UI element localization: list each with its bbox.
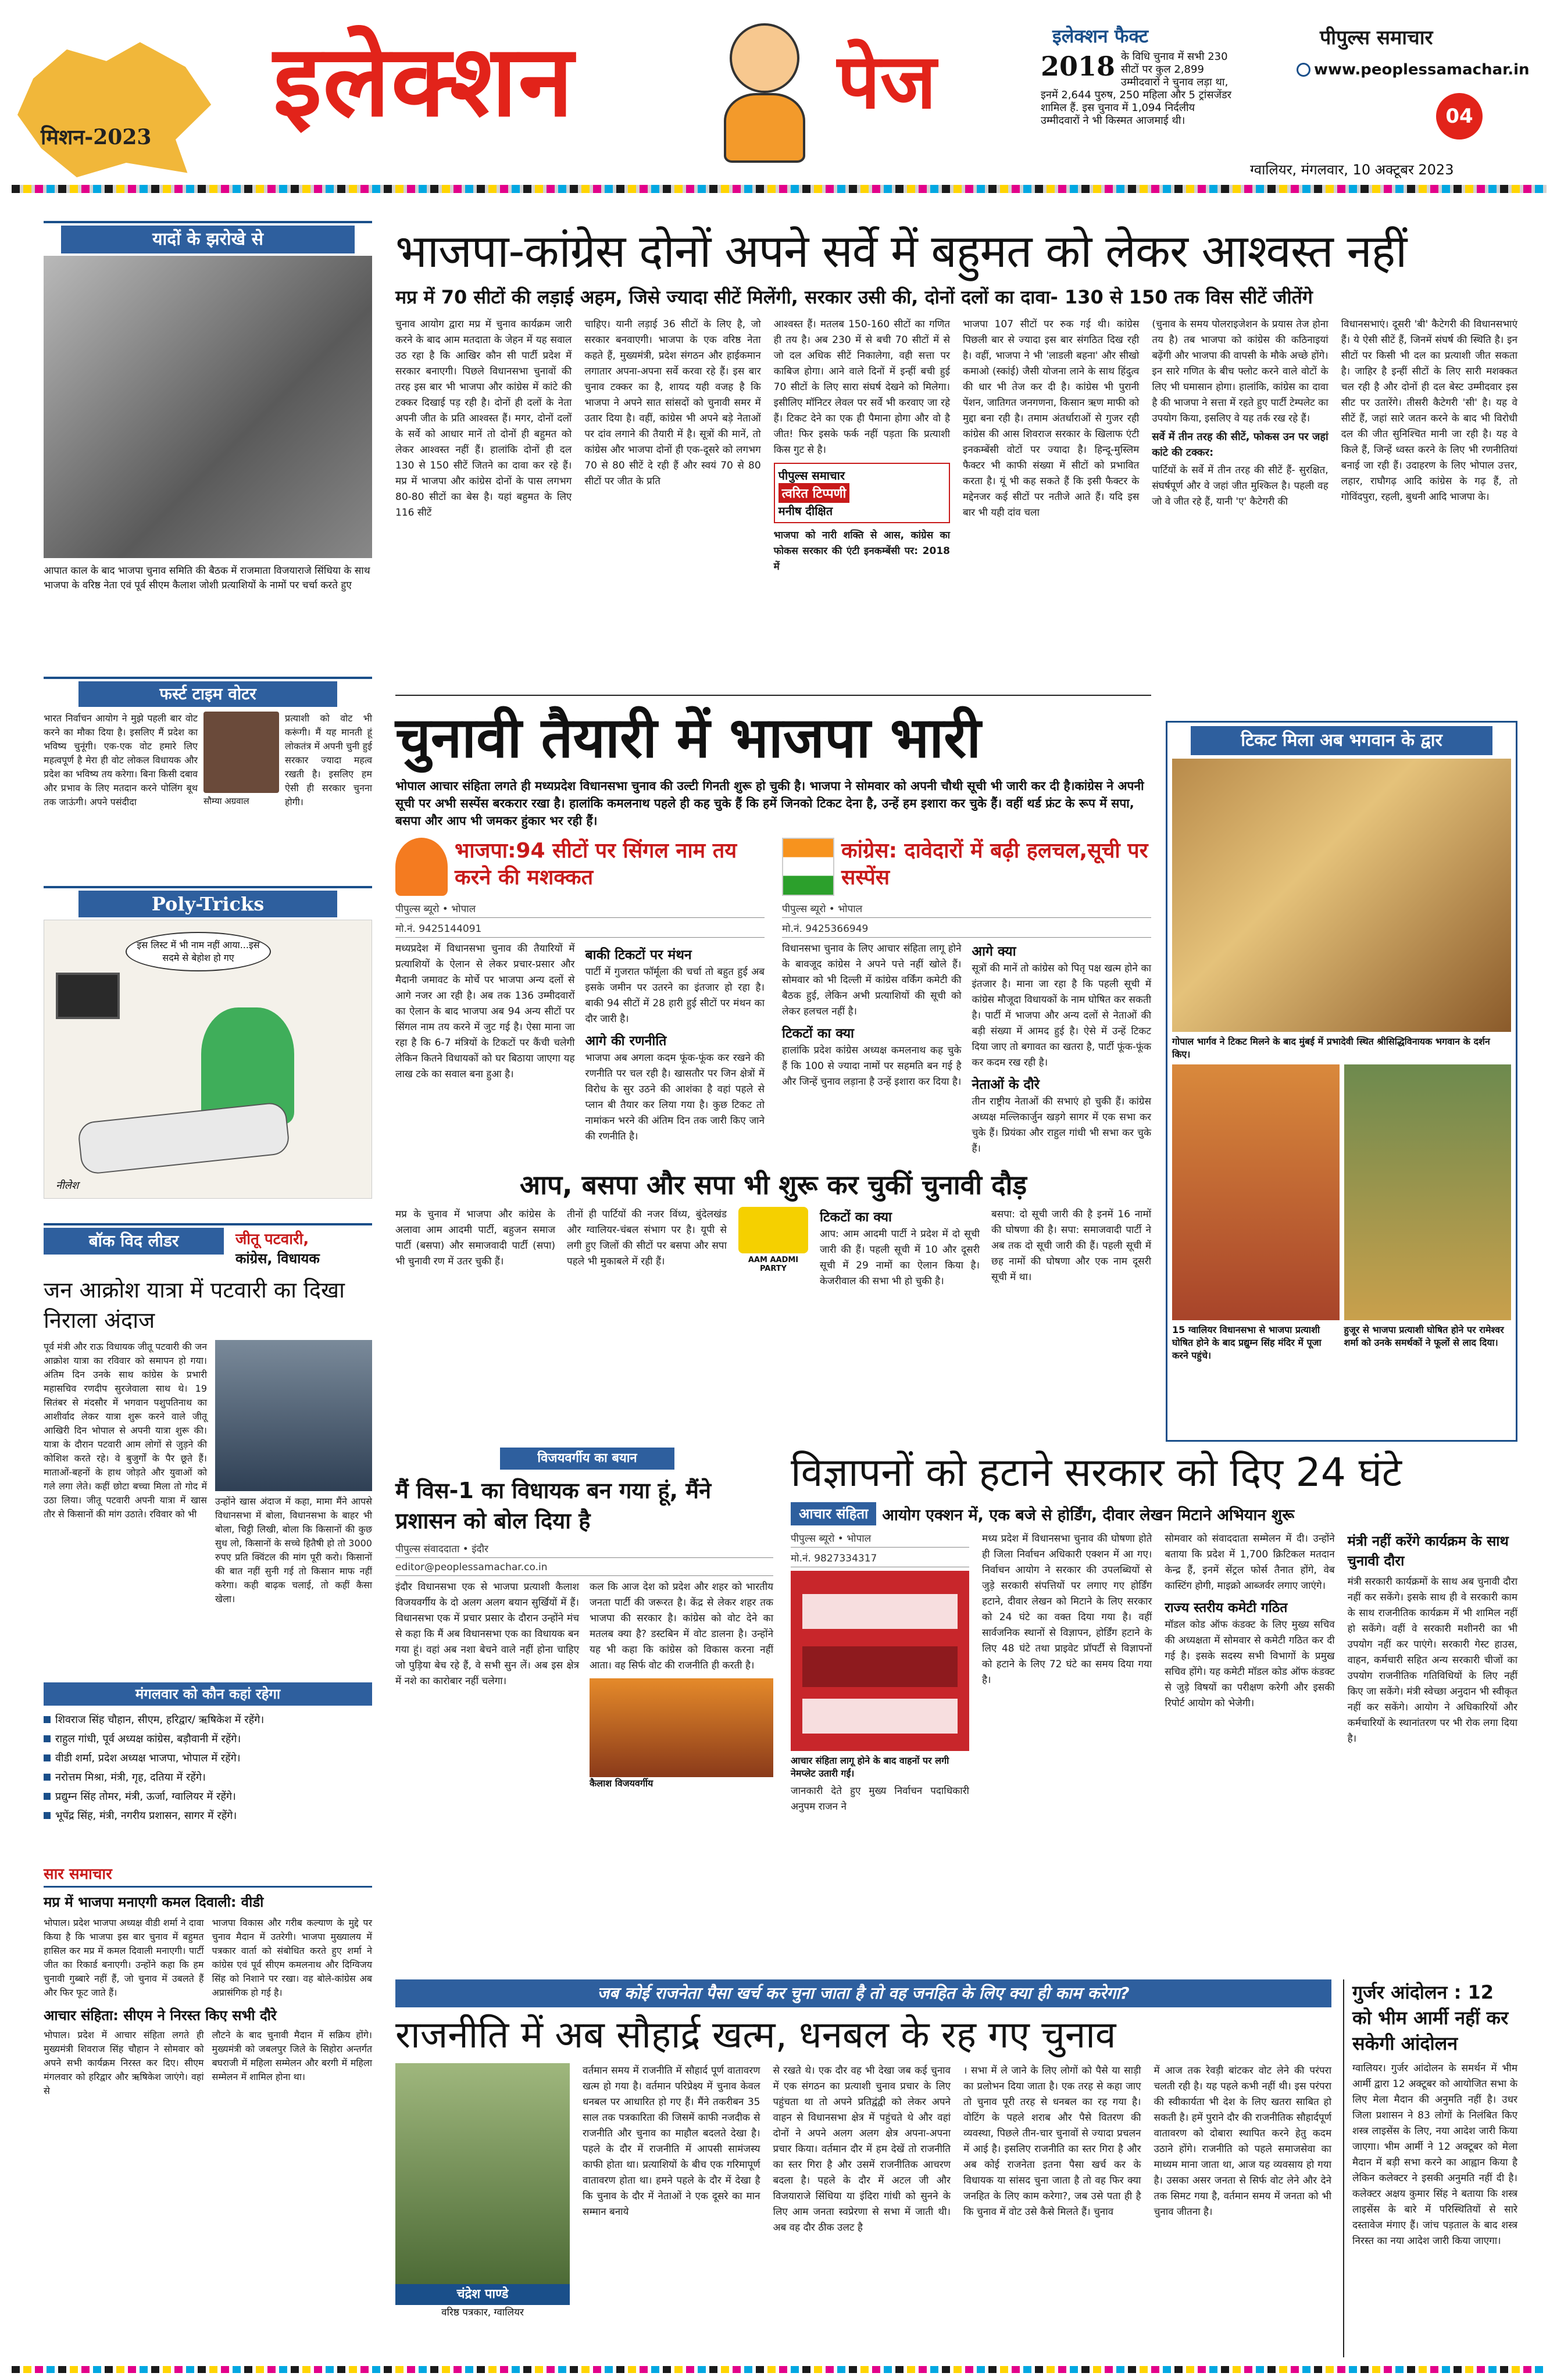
cartoon [44, 920, 372, 1199]
bjp-byline: पीपुल्स ब्यूरो • भोपाल [395, 902, 765, 918]
opinion-kicker: जब कोई राजनेता पैसा खर्च कर चुना जाता है तो वह जनहित के लिए क्या ही काम करेगा? [395, 1979, 1331, 2007]
prep-story [395, 695, 1151, 1439]
leader-headline: जन आक्रोश यात्रा में पटवारी का दिखा निराला अंदाज [44, 1277, 345, 1333]
congress-sub-1: टिकटों का क्या [782, 1026, 854, 1041]
fact-line: के विधि चुनाव में सभी 230 [1121, 51, 1228, 63]
aap-logo-text: AAM AADMI PARTY [748, 1256, 799, 1273]
gurjar-headline: गुर्जर आंदोलन : 12 को भीम आर्मी नहीं कर सकेगी आंदोलन [1352, 1981, 1509, 2054]
congress-body-4: तीन राष्ट्रीय नेताओं की सभाएं हो चुकी हैं। कांग्रेस अध्यक्ष मल्लिकार्जुन खड़गे सागर में एक सभा कर चुके हैं। प्रियंका और राहुल गांधी भी सभा कर चुके हैं। [972, 1096, 1151, 1155]
website-link[interactable] [1297, 61, 1530, 78]
vijay-story [395, 1448, 773, 1971]
vijay-tag: विजयवर्गीय का बयान [500, 1448, 674, 1470]
brief-title-1: मप्र में भाजपा मनाएगी कमल दिवाली: वीडी [44, 1894, 264, 1910]
lead-col-5: (चुनाव के समय पोलराइजेशन के प्रयास तेज होना तय है) तब भाजपा को कांग्रेस की कठिनाइयां बढ़ेंगी और भाजपा की वापसी के मौके अच्छे होंगे। इन सारे गणित के बीच फ्लोट करने वाले वोटों के लिए भी घमासान होगा। हालांकि, कांग्रेस का दावा है की भाजपा ने सत्ता में रहते हुए पार्टी टेम्पलेट का उपयोग किया, इसलिए वे यह तर्क रख रहे हैं। [1152, 319, 1329, 424]
brief-text: लौटने के बाद चुनावी मैदान में सक्रिय होंगे। मुख्यमंत्री को जबलपुर जिले के सिहोरा अन्तर्गत बघराजी में महिला सम्मेलन और बरगी में महिला सम्मेलन में शामिल होना था। [212, 2029, 372, 2082]
ads-deck: आयोग एक्शन में, एक बजे से होर्डिंग, दीवार लेखन मिटाने अभियान शुरू [882, 1506, 1295, 1524]
page-number: 04 [1436, 93, 1483, 140]
comment-author: मनीष दीक्षित [778, 504, 833, 518]
lead-headline: भाजपा-कांग्रेस दोनों अपने सर्वे में बहुमत को लेकर आश्वस्त नहीं [395, 226, 1407, 278]
third-body-3: आप: आम आदमी पार्टी ने प्रदेश में दो सूची जारी की हैं। पहली सूची में 10 और दूसरी सूची में 29 नामों का ऐलान किया है। केजरीवाल की सभा भी हो चुकी है। [820, 1228, 980, 1287]
brief-header: सार समाचार [44, 1863, 372, 1888]
tour-section [44, 1682, 372, 1857]
list-item: भूपेंद्र सिंह, मंत्री, नगरीय प्रशासन, सागर में रहेंगे। [44, 1806, 372, 1825]
ads-story [791, 1448, 1517, 1971]
polytricks-section [44, 886, 372, 1212]
third-body-1: मप्र के चुनाव में भाजपा और कांग्रेस के अलावा आम आदमी पार्टी, बहुजन समाज पार्टी (बसपा) और समाजवादी पार्टी (सपा) भी चुनावी रण में उतर चुकी हैं। [395, 1209, 555, 1267]
comment-brand: पीपुल्स समाचार [778, 469, 845, 483]
prep-headline: चुनावी तैयारी में भाजपा भारी [395, 705, 981, 770]
broom-icon [738, 1207, 808, 1253]
memories-header: यादों के झरोखे से [61, 226, 355, 253]
leader-role: कांग्रेस, विधायक [235, 1250, 320, 1267]
ads-sub: राज्य स्तरीय कमेटी गठित [1165, 1600, 1288, 1616]
congress-body-3: सूत्रों की मानें तो कांग्रेस को पितृ पक्ष खत्म होने का इंतजार है। माना जा रहा है कि पहली सूची में कांग्रेस मौजूदा विधायकों के नाम घोषित कर सकती है। पार्टी में भाजपा और अन्य दलों से नेताओं की बड़ी संख्या में आमद हुई है। ऐसे में उन्हें टिकट दिया जाए तो बगावत का खतरा है, पार्टी फूंक-फूंक कर कदम रख रही है। [972, 963, 1151, 1069]
temple-photo-3 [1344, 1064, 1512, 1320]
author-role: वरिष्ठ पत्रकार, ग्वालियर [441, 2307, 524, 2318]
list-item: राहुल गांधी, पूर्व अध्यक्ष कांग्रेस, बड़ौवानी में रहेंगे। [44, 1729, 372, 1749]
fallen-man [77, 1101, 290, 1175]
leader-photo [215, 1340, 372, 1491]
memories-section [44, 221, 372, 663]
brief-section [44, 1863, 372, 2098]
ads-body-3: सोमवार को संवाददाता सम्मेलन में दी। उन्होंने बताया कि प्रदेश में 1,700 क्रिटिकल मतदान केन्द्र हैं, इनमें सेंट्रल फोर्स तैनात होंगे, वेब कास्टिंग होगी, माइक्रो आब्जर्वर लगाए जाएंगे। [1165, 1533, 1335, 1592]
opinion-body-4: में आज तक रेवड़ी बांटकर वोट लेने की परंपरा चलती रही है। यह पहले कभी नहीं थी। इस परंपरा की स्वीकार्यता भी देश के लिए खतरा साबित हो सकती है। हमें पुराने दौर की राजनीतिक सौहार्दपूर्ण वातावरण को दोबारा स्थापित करने हेतु कदम उठाने होंगे। राजनीति को पहले समाजसेवा का माध्यम माना जाता था, आज यह व्यवसाय हो गया है। उसका असर जनता से सिर्फ वोट लेने और देने तक सिमट गया है, वर्तमान समय में जनता को भी चुनाव जीतना है। [1154, 2065, 1331, 2218]
lead-deck: मप्र में 70 सीटों की लड़ाई अहम, जिसे ज्यादा सीटें मिलेंगी, सरकार उसी की, दोनों दलों का दावा- 130 से 150 तक विस सीटें जीतेंगे [395, 286, 1313, 308]
temple-caption-2: 15 ग्वालियर विधानसभा से भाजपा प्रत्याशी घोषित होने के बाद प्रद्युम्न सिंह मंदिर में पूजा करने पहुंचे। [1172, 1324, 1322, 1361]
square-bullet-icon [44, 1754, 51, 1761]
temple-caption-3: हुजूर से भाजपा प्रत्याशी घोषित होने पर रामेश्वर शर्मा को उनके समर्थकों ने फूलों से लाद दिया। [1344, 1324, 1504, 1348]
lead-col-1: चुनाव आयोग द्वारा मप्र में चुनाव कार्यक्रम जारी करने के बाद आम मतदाता के जेहन में यह सवाल उठ रहा है कि आखिर कौन सी पार्टी प्रदेश में सरकार बनाएगी। पिछले विधानसभा चुनावों की तरह इस बार भी भाजपा और कांग्रेस में कांटे की टक्कर दिखाई पड़ रही है। दोनों ही दलों के नेता अपनी जीत के प्रति आश्वस्त हैं। मगर, दोनों दलों के सर्वे को आधार मानें तो दोनों ही बहुमत को लेकर आश्वस्त नहीं हैं। हालांकि दोनों ही दल 130 से 150 सीटें जितने का दावा कर रहे हैं। मप्र में भाजपा और कांग्रेस दोनों के पास लगभग 80-80 सीटों का बेस है। यहां बहुमत के लिए 116 सीटें [395, 319, 572, 519]
ads-body-2: जानकारी देते हुए मुख्य निर्वाचन पदाधिकारी अनुपम राजन ने [791, 1785, 969, 1813]
vijay-photo-caption: कैलाश विजयवर्गीय [590, 1778, 653, 1789]
opinion-body-2: से रखते थे। एक दौर वह भी देखा जब कई चुनाव में एक संगठन का प्रत्याशी चुनाव प्रचार के लिए पहुंचता था तो अपने प्रतिद्वंद्वी को लेकर अपने वाहन से विधानसभा क्षेत्र में पहुंचते थे और वहां दोनों ने अपने अलग अलग क्षेत्र अपना-अपना प्रचार किया। वर्तमान दौर में हम देखें तो राजनीति का स्तर गिरा है और उसमें राजनीतिक आचरण बदला है। पहले के दौर में अटल जी और विजयाराजे सिंधिया या इंदिरा गांधी को सुनने के लिए आम जनता स्वप्रेरणा से सभा में जाती थी। अब वह दौर ठीक उलट है [773, 2065, 951, 2234]
mission-badge: मिशन-2023 [41, 125, 152, 149]
congress-body-2: हालांकि प्रदेश कांग्रेस अध्यक्ष कमलनाथ कह चुके हैं कि 100 से ज्यादा नामों पर सहमति बन गई है और जिन्हें चुनाव लड़ाना है उन्हें इशारा कर दिया है। [782, 1045, 962, 1088]
map-graphic [17, 35, 215, 180]
leader-body-2: उन्होंने खास अंदाज में कहा, मामा मैंने आपसे विधानसभा में बोला, विधानसभा के बाहर भी बोला, चिट्ठी लिखी, बोला कि किसानों की कुछ सुध लो, किसानों के सच्चे हितैषी हो तो 3000 रुपए प्रति क्विंटल की मांग पूरी करो। किसानों की बात नहीं सुनी गई तो किसान माफ नहीं करेगा। कही बाढ़क चलाई, तो कहीं कैसा खेला। [215, 1496, 372, 1604]
opinion-story [395, 1979, 1331, 2357]
memories-caption: आपात काल के बाद भाजपा चुनाव समिति की बैठक में राजमाता विजयाराजे सिंधिया के साथ भाजपा के वरिष्ठ नेता एवं पूर्व सीएम कैलाश जोशी प्रत्याशियों के नामों पर चर्चा करते हुए [44, 565, 370, 591]
square-bullet-icon [44, 1793, 51, 1800]
cartoon-bubble: इस लिस्ट में भी नाम नहीं आया...इस सदमे से बेहोश हो गए [126, 932, 271, 971]
globe-icon [1297, 63, 1310, 77]
website-url: www.peoplessamachar.in [1314, 61, 1530, 78]
brief-text: भोपाल। प्रदेश भाजपा अध्यक्ष वीडी शर्मा ने दावा किया है कि भाजपा इस बार चुनाव में बहुमत हासिल कर मप्र में कमल दिवाली मनाएगी। पार्टी जीत का रिकार्ड बनाएगी। उन्होंने कहा कि हम चुनावी गुब्बारे नहीं हैं, जो चुनाव में उबलते हैं और फिर फूट जाते हैं। [44, 1917, 204, 1998]
lead-col-2: चाहिए। यानी लड़ाई 36 सीटों के लिए है, जो सरकार बनवाएगी। भाजपा के एक वरिष्ठ नेता कहते हैं, मुख्यमंत्री, प्रदेश संगठन और हाईकमान लगातार अपना-अपना सर्वे करवा रहे हैं। इस बार चुनाव टक्कर का है, शायद यही वजह है कि भाजपा ने अपने सात सांसदों को चुनावी समर में उतार दिया है। वहीं, कांग्रेस भी अपने बड़े नेताओं पर दांव लगाने की तैयारी में है। सूत्रों की मानें, तो कांग्रेस और भाजपा दोनों ही एक-दूसरे को लगभग 70 से 80 सीटें दे रही हैं और स्वयं 70 से 80 सीटों पर जीत के प्रति [584, 319, 761, 487]
third-front [395, 1167, 1151, 1289]
voter-header: फर्स्ट टाइम वोटर [78, 681, 337, 707]
bjp-sub-1: बाकी टिकटों पर मंथन [585, 948, 692, 963]
polytricks-header: Poly-Tricks [78, 891, 337, 917]
lead-col-6: विधानसभाएं। दूसरी 'बी' कैटेगरी की विधानसभाएं हैं। ये ऐसी सीटें हैं, जिनमें संघर्ष की स्थिति है। इन सीटों पर किसी भी दल का प्रत्याशी जीत सकता है। जाहिर है इन्हीं सीटों के लिए सारी मशक्कत चल रही है और दोनों ही दल बेस्ट उम्मीदवार इस सीट पर उतारेंगे। तीसरी कैटेगरी 'सी' है। यह वे सीटें हैं, जहां सारे जतन करने के बाद भी विरोधी दल की जीत सुनिश्चित मानी जा रही है। यह वे किले हैं, जिन्हें ध्वस्त करने के लिए भी रणनीतियां बनाई जा रही हैं। उदाहरण के लिए भोपाल उत्तर, लहार, राघौगढ़ आदि कांग्रेस के गढ़ हैं, तो गोविंदपुरा, रहली, बुधनी आदि भाजपा के। [1341, 319, 1517, 503]
fact-line: शामिल हैं. इस चुनाव में 1,094 निर्दलीय [1041, 102, 1195, 114]
tour-header: मंगलवार को कौन कहां रहेगा [44, 1682, 372, 1706]
election-fact-year: 2018 [1041, 51, 1116, 82]
masthead-page-word: पेज [837, 37, 937, 126]
voter-text: भारत निर्वाचन आयोग ने मुझे पहली बार वोट करने का मौका दिया है। इसलिए मैं प्रदेश का भविष्य चुनूंगी। एक-एक वोट हमारे लिए महत्वपूर्ण है मेरा ही वोट लोकल विधायक और प्रदेश का भविष्य तय करेगा। बिना किसी दबाव और प्रभाव के लिए मतदान करने पोलिंग बूथ तक जाऊंगी। अपने पसंदीदा [44, 713, 198, 807]
leader-section [44, 1223, 372, 1677]
lotus-icon [395, 838, 448, 896]
congress-title: कांग्रेस: दावेदारों में बढ़ी हलचल,सूची पर सस्पेंस [841, 839, 1148, 889]
square-bullet-icon [44, 1774, 51, 1781]
congress-sub-3: नेताओं के दौरे [972, 1077, 1040, 1092]
ads-mobile: मो.नं. 9827334317 [791, 1551, 969, 1567]
tour-list [44, 1710, 372, 1825]
cartoon-signature: नीलेश [56, 1180, 79, 1192]
opinion-body-3: । सभा में ले जाने के लिए लोगों को पैसे या साड़ी का प्रलोभन दिया जाता है। एक तरह से कहा जाए तो चुनाव पूरी तरह से धनबल का रह गया है। वोटिंग के पहले शराब और पैसे वितरण की व्यवस्था, पिछले तीन-चार चुनावों से ज्यादा प्रचलन में आई है। इसलिए राजनीति का स्तर गिरा है और अब कोई राजनेता इतना पैसा खर्च कर के विधायक या सांसद चुना जाता है तो वह फिर क्या जनहित के लिए काम करेगा?, जब उसे पता ही है कि चुनाव में वोट उसे कैसे मिलते हैं। चुनाव [963, 2065, 1141, 2218]
fact-line: उम्मीदवारों ने भी किस्मत आजमाई थी। [1041, 115, 1185, 127]
fact-line: सीटों पर कुल 2,899 [1121, 63, 1204, 76]
brief-text: भोपाल। प्रदेश में आचार संहिता लगते ही मुख्यमंत्री शिवराज सिंह चौहान ने सोमवार को अपने सभी कार्यक्रम निरस्त कर दिए। सीएम मंगलवार को हरिद्वार और ऋषिकेश जाएंगे। वहां से [44, 2029, 204, 2096]
prep-deck: भोपाल आचार संहिता लगते ही मध्यप्रदेश विधानसभा चुनाव की उल्टी गिनती शुरू हो चुकी है। भाजपा ने सोमवार को अपनी चौथी सूची भी जारी कर दी है।कांग्रेस ने अपनी सूची पर अभी सस्पेंस बरकरार रखा है। हालांकि कमलनाथ पहले ही कह चुके हैं कि हमें जिनको टिकट देना है, उन्हें हम इशारा कर चुके हैं। वहीं थर्ड फ्रंट के रूप में सपा, बसपा और आप भी जमकर हुंकार भर रही हैं। [395, 779, 1144, 828]
congress-body: विधानसभा चुनाव के लिए आचार संहिता लागू होने के बावजूद कांग्रेस ने अपने पत्ते नहीं खोले हैं। सोमवार को भी दिल्ली में कांग्रेस वर्किंग कमेटी की बैठक हुई, लेकिन अभी प्रत्याशियों की सूची को लेकर हलचल नहीं है। [782, 943, 962, 1017]
voter-text-2: प्रत्याशी को वोट भी करूंगी। मैं यह मानती हूं लोकतंत्र में अपनी चुनी हुई सरकार ज्यादा महत्व रखती है। इसलिए हम ऐसी ही सरकार चुनना होगी। [285, 713, 372, 807]
ads-photo-caption: आचार संहिता लागू होने के बाद वाहनों पर लगी नेमप्लेट उतारी गईं। [791, 1755, 949, 1779]
mascot-face [709, 23, 820, 169]
vijay-byline: पीपुल्स संवाददाता • इंदौर [395, 1542, 773, 1558]
first-time-voter [44, 677, 372, 874]
lead-col-3-sub: भाजपा को नारी शक्ति से आस, कांग्रेस का फोकस सरकार की एंटी इनकम्बेंसी पर: 2018 में [773, 530, 950, 573]
third-sub: टिकटों का क्या [820, 1210, 892, 1225]
memories-photo [44, 256, 372, 558]
temple-section [1166, 721, 1517, 1442]
ads-tag: आचार संहिता [791, 1502, 876, 1525]
author-photo [395, 2063, 570, 2284]
tv-icon [56, 973, 120, 1019]
brief-title-2: आचार संहिता: सीएम ने निरस्त किए सभी दौरे [44, 2007, 277, 2024]
square-bullet-icon [44, 1812, 51, 1819]
leader-header: बॉक विद लीडर [44, 1228, 224, 1255]
lead-subhead: सर्वे में तीन तरह की सीटें, फोकस उन पर जहां कांटे की टक्कर: [1152, 431, 1329, 459]
temple-photo-1 [1172, 759, 1511, 1032]
comment-label: त्वरित टिप्पणी [779, 483, 850, 503]
bjp-body-3: भाजपा अब अगला कदम फूंक-फूंक कर रखने की रणनीति पर चल रही है। खासतौर पर जिन क्षेत्रों में विरोध के सुर उठने की आशंका है वहां पहले से प्लान बी तैयार कर लिया गया है। कुछ टिकट तो नामांकन भरने की अंतिम दिन तक जारी किए जाने की रणनीति है। [585, 1052, 765, 1142]
masthead-title: इलेक्शन [273, 24, 574, 139]
temple-caption-1: गोपाल भार्गव ने टिकट मिलने के बाद मुंबई में प्रभादेवी स्थित श्रीसिद्धिविनायक भगवान के दर्शन किए। [1172, 1036, 1490, 1060]
ads-headline: विज्ञापनों को हटाने सरकार को दिए 24 घंटे [791, 1450, 1402, 1496]
congress-mobile: मो.नं. 9425366949 [782, 921, 1151, 938]
lead-col-3: आश्वस्त हैं। मतलब 150-160 सीटों का गणित ही तय है। अब 230 में से बची 70 सीटों में से जो दल अधिक सीटें निकालेगा, वही सत्ता पर काबिज होगा। आने वाले दिनों में इन्हीं बची हुई 70 सीटों के लिए सारा संघर्ष देखने को मिलेगा। इसीलिए मॉनिटर लेवल पर सर्वे भी करवाए जा रहे हैं। टिकट देने का एक ही पैमाना होगा और वो है जीत! फिर इसके फर्क नहीं पड़ता कि प्रत्याशी किस गुट से है। [773, 319, 950, 456]
list-item: नरोत्तम मिश्रा, मंत्री, गृह, दतिया में रहेंगे। [44, 1768, 372, 1787]
masthead [0, 0, 1557, 192]
vijay-photo [590, 1678, 773, 1777]
ads-photo [791, 1571, 969, 1751]
bottom-color-strip [12, 2366, 1547, 2373]
ads-byline: पीपुल्स ब्यूरो • भोपाल [791, 1531, 969, 1548]
temple-photo-2 [1172, 1064, 1340, 1320]
congress-byline: पीपुल्स ब्यूरो • भोपाल [782, 902, 1151, 918]
paper-logo: पीपुल्स समाचार [1320, 26, 1433, 49]
color-strip [12, 185, 1547, 193]
square-bullet-icon [44, 1716, 51, 1723]
left-column [44, 221, 372, 2337]
comment-box [774, 463, 950, 523]
ads-side-body: मंत्री सरकारी कार्यक्रमों के साथ अब चुनावी दौरा नहीं कर सकेंगे। इसके साथ ही वे सरकारी काम के साथ राजनीतिक कार्यक्रम में भी शामिल नहीं हो सकेंगे। वहीं वे सरकारी मशीनरी का भी उपयोग नहीं कर पाएंगे। सरकारी गेस्ट हाउस, वाहन, कर्मचारी सहित अन्य सरकारी चीजों का उपयोग राजनीतिक गतिविधियों के लिए नहीं किए जा सकेंगे। मंत्री स्वेच्छा अनुदान भी स्वीकृत नहीं कर सकेंगे। आयोग ने अधिकारियों और कर्मचारियों के स्थानांतरण पर भी रोक लगा दिया है। [1347, 1576, 1517, 1745]
opinion-body-1: वर्तमान समय में राजनीति में सौहार्द पूर्ण वातावरण खत्म हो गया है। वर्तमान परिप्रेक्ष्य में चुनाव केवल धनबल पर आधारित हो गए हैं। मैंने तकरीबन 35 साल तक पत्रकारिता की जिसमें काफी नजदीक से राजनीति और चुनाव का माहौल बदलते देखा है। पहले के दौर में राजनीति में आपसी सामंजस्य काफी होता था। प्रत्याशियों के बीच एक गरिमापूर्ण वातावरण होता था। हमने पहले के दौर में देखा है कि चुनाव के दौर में नेताओं ने एक दूसरे का मान सम्मान बनाये [583, 2065, 760, 2218]
election-fact-heading: इलेक्शन फैक्ट [1052, 25, 1148, 47]
dateline: ग्वालियर, मंगलवार, 10 अक्टूबर 2023 [1250, 162, 1454, 178]
gurjar-story [1343, 1979, 1517, 2357]
brief-text: भाजपा विकास और गरीब कल्याण के मुद्दे पर चुनाव मैदान में उतरेगी। भाजपा मुख्यालय में पत्रकार वार्ता को संबोधित करते हुए शर्मा ने कांग्रेस एवं पूर्व सीएम कमलनाथ और दिग्विजय सिंह को निशाने पर रखा। वह बोले-कांग्रेस अब अप्रासंगिक हो गई है। [212, 1917, 372, 1998]
author-name: चंद्रेश पाण्डे [395, 2284, 570, 2305]
leader-name: जीतू पटवारी, [235, 1231, 309, 1248]
congress-sub-2: आगे क्या [972, 944, 1016, 959]
temple-header: टिकट मिला अब भगवान के द्वार [1191, 726, 1492, 755]
ads-body: मध्य प्रदेश में विधानसभा चुनाव की घोषणा होते ही जिला निर्वाचन अधिकारी एक्शन में आ गए। निर्वाचन आयोग ने सरकार की उपलब्धियों से जुड़े सरकारी संपत्तियों पर लगाए गए होर्डिंग हटाने, दीवार लेखन को मिटाने के लिए सरकार को 24 घंटे का वक्त दिया गया है। वहीं सार्वजनिक स्थानों से विज्ञापन, होर्डिंग हटाने के लिए 48 घंटे तथा प्राइवेट प्रॉपर्टी से विज्ञापनों को हटाने के लिए 72 घंटे का समय दिया गया है। [981, 1533, 1152, 1686]
voter-name: सौम्या अग्रवाल [203, 796, 249, 806]
opinion-headline: राजनीति में अब सौहार्द्र खत्म, धनबल के रह गए चुनाव [395, 2014, 1116, 2057]
bjp-body: मध्यप्रदेश में विधानसभा चुनाव की तैयारियों में प्रत्याशियों के ऐलान से लेकर प्रचार-प्रसार और मैदानी जमावट के मोर्चे पर भाजपा अन्य दलों से आगे नजर आ रही है। अब तक 136 उम्मीदवारों का ऐलान के बाद भाजपा अब 94 अन्य सीटों पर सिंगल नाम तय करने में जुट गई है। ऐसा माना जा रहा है कि 6-7 मंत्रियों के टिकटों पर कैंची चलेगी लेकिन कितने विधायकों को घर बिठाया जाएगा यह लाख टके का सवाल बना हुआ है। [395, 943, 575, 1080]
vijay-email: editor@peoplessamachar.co.in [395, 1561, 773, 1576]
third-front-headline: आप, बसपा और सपा भी शुरू कर चुकीं चुनावी दौड़ [519, 1169, 1027, 1200]
fact-line: इनमें 2,644 पुरुष, 250 महिला और 5 ट्रांसजेंडर [1041, 89, 1231, 101]
bjp-body-2: पार्टी में गुजरात फॉर्मूला की चर्चा तो बहुत हुई अब इसके जमीन पर उतरने का इंतजार हो रहा है। बाकी 94 सीटों में 28 हारी हुई सीटों पर मंथन का दौर जारी है। [585, 966, 765, 1025]
square-bullet-icon [44, 1735, 51, 1742]
lead-col-4: भाजपा 107 सीटों पर रुक गई थी। कांग्रेस पिछली बार से ज्यादा इस बार संगठित दिख रही है। वहीं, भाजपा ने भी 'लाडली बहना' और सीखो कमाओ (स्कांई) जैसी योजना लाने के साथ हिंदुत्व की धार भी तेज कर दी है। कांग्रेस भी पुरानी पेंशन, जातिगत जनगणना, किसान ऋण माफी को मुद्दा बना रही है। तमाम अंतर्धाराओं से गुजर रही कांग्रेस की आस शिवराज सरकार के खिलाफ एंटी इनकम्बेंसी वोटों पर ज्यादा है। हिन्दू-मुस्लिम फैक्टर भी काफी संख्या में सीटों को प्रभावित करता है। यूं भी कह सकते हैं कि इसी फैक्टर के मद्देनजर कई सीटों पर नतीजे आते हैं। यदि इस बार भी यही दांव चला [962, 319, 1140, 519]
list-item: शिवराज सिंह चौहान, सीएम, हरिद्वार/ ऋषिकेश में रहेंगे। [44, 1710, 372, 1729]
hand-icon [782, 838, 834, 896]
bjp-sub-2: आगे की रणनीति [585, 1034, 667, 1049]
vijay-headline: मैं विस-1 का विधायक बन गया हूं, मैंने प्रशासन को बोल दिया है [395, 1478, 712, 1534]
list-item: प्रद्युम्न सिंह तोमर, मंत्री, ऊर्जा, ग्वालियर में रहेंगे। [44, 1787, 372, 1806]
bjp-mobile: मो.नं. 9425144091 [395, 921, 765, 938]
vijay-body: इंदौर विधानसभा एक से भाजपा प्रत्याशी कैलाश विजयवर्गीय के दो अलग अलग बयान सुर्खियों में हैं। विधानसभा एक में प्रचार प्रसार के दौरान उन्होंने मंच से कहा कि मैं अब विधानसभा एक का विधायक बन गया हूं। वहां अब नशा बेचने वाले नहीं होना चाहिए जो पुड़िया बेच रहे हैं, वे सभी सुन लें। अब इस क्षेत्र में नशे का कारोबार नहीं चलेगा। [395, 1581, 579, 1687]
third-body-4: बसपा: दो सूची जारी की है इनमें 16 नामों की घोषणा की है। सपा: समाजवादी पार्टी ने अब तक दो सूची जारी की हैं। पहली सूची में छह नामों की घोषणा और एक नाम दूसरी सूची में था। [991, 1209, 1151, 1283]
voter-photo [203, 712, 279, 793]
third-body-2: तीनों ही पार्टियों की नजर विंध्य, बुंदेलखंड और ग्वालियर-चंबल संभाग पर है। यूपी से लगी हुए जिलों की सीटों पर बसपा और सपा पहले भी मुकाबले में रही हैं। [567, 1209, 727, 1267]
leader-body: पूर्व मंत्री और राऊ विधायक जीतू पटवारी की जन आक्रोश यात्रा का रविवार को समापन हो गया। अंतिम दिन उनके साथ कांग्रेस के प्रभारी महासचिव रणदीप सुरजेवाला साथ थे। 19 सितंबर से मंदसौर में भगवान पशुपतिनाथ का आशीर्वाद लेकर यात्रा शुरू करने वाले जीतू आखिरी दिन भोपाल से अपनी यात्रा शुरू की। यात्रा के दौरान पटवारी आम लोगों से जुड़ने की कोशिश करते रहे। वे बुजुर्गों के पैर छूते हैं। माताओं-बहनों के हाथ जोड़ते और युवाओं को गले लगा लेते। कहीं छोटा बच्चा मिला तो गोद में उठा लिया। जीतू पटवारी अपनी यात्रा में खास तौर से किसानों की मांग उठाते। रविवार को भी [44, 1341, 207, 1520]
list-item: वीडी शर्मा, प्रदेश अध्यक्ष भाजपा, भोपाल में रहेंगे। [44, 1749, 372, 1768]
vijay-body-2: कल कि आज देश को प्रदेश और शहर को भारतीय जनता पार्टी की जरूरत है। केंद्र से लेकर शहर तक भाजपा की सरकार है। कांग्रेस को वोट देने का मतलब क्या है? डस्टबिन में वोट डालना है। उन्होंने यह भी कहा कि कांग्रेस को विकास करना नहीं आता। वह सिर्फ वोट की राजनीति ही करती है। [590, 1581, 773, 1671]
bjp-title: भाजपा:94 सीटों पर सिंगल नाम तय करने की मशक्कत [455, 839, 737, 889]
lead-col-5b: पार्टियों के सर्वे में तीन तरह की सीटें हैं- सुरक्षित, संघर्षपूर्ण और वे जहां जीत मुश्किल है। पहली वह जो वे जीत रहे हैं, यानी 'ए' कैटेगरी की [1152, 464, 1329, 508]
gurjar-body: ग्वालियर। गुर्जर आंदोलन के समर्थन में भीम आर्मी द्वारा 12 अक्टूबर को आयोजित सभा के लिए मेला मैदान की अनुमति नहीं है। उधर जिला प्रशासन ने 83 लोगों के निलंबित किए शस्त्र लाइसेंस के लिए, नया आदेश जारी किया जाएगा। भीम आर्मी ने 12 अक्टूबर को मेला मैदान में बड़ी सभा करने का आह्वान किया है लेकिन कलेक्टर ने इसकी अनुमति नहीं दी है। कलेक्टर अक्षय कुमार सिंह ने बताया कि शस्त्र लाइसेंस के बारे में परिस्थितियों से सारे दस्तावेज मंगाए हैं। जांच पड़ताल के बाद शस्त्र निरस्त का नया आदेश जारी किया जाएगा। [1352, 2063, 1517, 2247]
ads-side-title: मंत्री नहीं करेंगे कार्यक्रम के साथ चुनावी दौरा [1347, 1533, 1509, 1569]
fact-line: उम्मीदवारों ने चुनाव लड़ा था, [1121, 76, 1229, 88]
ads-body-4: मॉडल कोड ऑफ कंडक्ट के लिए मुख्य सचिव की अध्यक्षता में सोमवार से कमेटी गठित कर दी गई है। इसके सदस्य सभी विभागों के प्रमुख सचिव होंगे। यह कमेटी मॉडल कोड ऑफ कंडक्ट से जुड़े विषयों का परीक्षण करेगी और इसकी रिपोर्ट आयोग को भेजेगी। [1165, 1619, 1335, 1709]
election-fact-box [1041, 23, 1308, 163]
